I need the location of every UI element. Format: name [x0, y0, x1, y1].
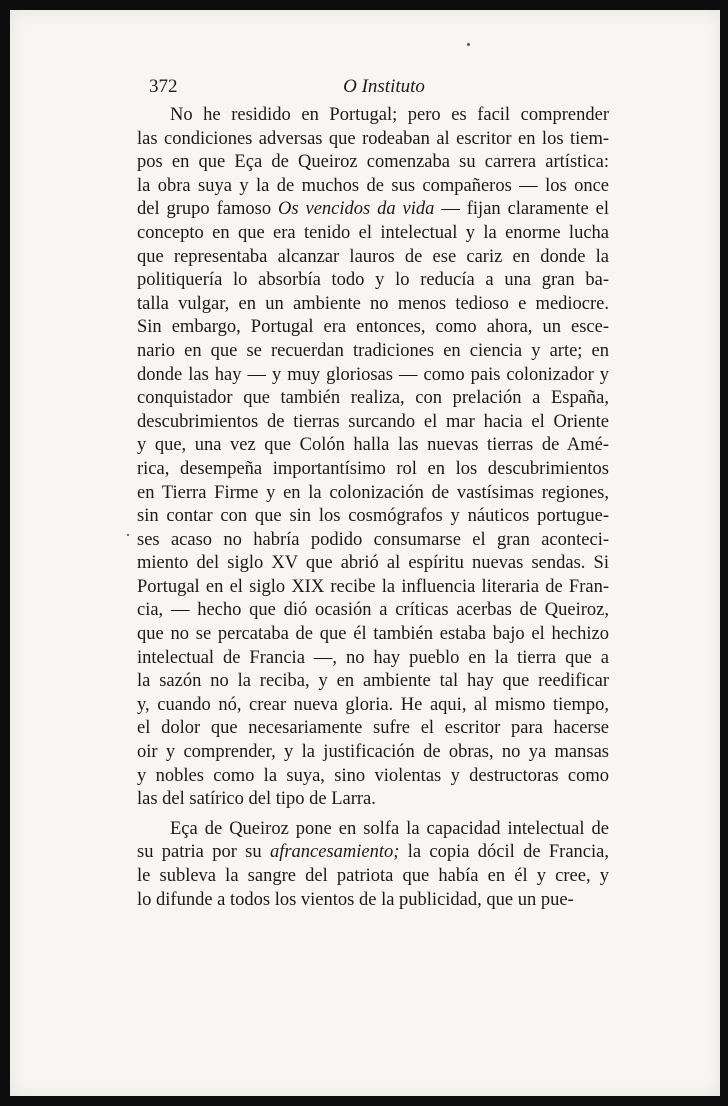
text-line: descubrimientos de tierras surcando el mar hacia el Oriente — [137, 411, 609, 432]
text-line: las condiciones adversas que rodeaban al escritor en los tiem- — [137, 128, 609, 149]
text-line: sin contar con que sin los cosmógrafos y náuticos portugue- — [137, 506, 609, 527]
text-line: Portugal en el siglo XIX recibe la influencia literaria de Fran- — [137, 576, 609, 597]
text-line: ses acaso no habría podido consumarse el gran aconteci- — [137, 529, 609, 550]
text-line: pos en que Eça de Queiroz comenzaba su carrera artística: — [137, 152, 609, 173]
text-segment: la copia dócil de Francia, — [399, 842, 609, 863]
text-line: nario en que se recuerdan tradiciones en ciencia y arte; en — [137, 340, 609, 361]
text-line: le subleva la sangre del patriota que había en él y cree, y — [137, 866, 609, 886]
text-segment: del grupo famoso — [137, 199, 278, 220]
running-title: O Instituto — [343, 76, 425, 97]
paper-speck — [467, 43, 470, 46]
text-line: rica, desempeña importantísimo rol en los descubrimientos — [137, 458, 609, 479]
text-line: el dolor que necesariamente sufre el escritor para hacerse — [137, 718, 609, 739]
italic-title: Os vencidos da vida — [278, 199, 435, 220]
text-line: miento del siglo XV que abrió al espíritu nuevas sendas. Si — [137, 553, 609, 574]
page-number: 372 — [149, 76, 178, 97]
text-line: y, cuando nó, crear nueva gloria. He aqui, al mismo tiempo, — [137, 694, 609, 715]
text-line: donde las hay — y muy gloriosas — como pais colonizador y — [137, 364, 609, 385]
text-line: en Tierra Firme y en la colonización de vastísimas regiones, — [137, 482, 609, 503]
text-line: oir y comprender, y la justificación de obras, no ya mansas — [137, 742, 609, 763]
text-line: politiquería lo absorbía todo y lo reducía a una gran ba- — [137, 270, 609, 291]
text-line: Sin embargo, Portugal era entonces, como ahora, un esce- — [137, 317, 609, 338]
text-line: intelectual de Francia —, no hay pueblo en la tierra que a — [137, 647, 609, 668]
text-line: cia, — hecho que dió ocasión a críticas acerbas de Queiroz, — [137, 600, 609, 621]
text-line: y que, una vez que Colón halla las nuevas tierras de Amé- — [137, 435, 609, 456]
text-line: Eça de Queiroz pone en solfa la capacidad intelectual de — [170, 818, 609, 839]
paragraph — [137, 104, 609, 812]
text-segment: su patria por su — [137, 842, 270, 863]
text-line: la obra suya y la de muchos de sus compañeros — los once — [137, 175, 609, 196]
text-line: que no se percataba de que él también estaba bajo el hechizo — [137, 624, 609, 645]
text-line: conquistador que también realiza, con prelación a España, — [137, 388, 609, 409]
text-line: que representaba alcanzar lauros de ese cariz en donde la — [137, 246, 609, 267]
text-line: la sazón no la reciba, y en ambiente tal hay que reedificar — [137, 671, 609, 692]
paper-speck — [127, 534, 129, 536]
italic-title: afrancesamiento; — [269, 842, 400, 863]
body-text — [137, 104, 609, 912]
text-line: y nobles como la suya, sino violentas y destructoras como — [137, 765, 609, 786]
text-line — [137, 841, 609, 865]
text-segment: — fijan claramente el — [434, 199, 609, 220]
text-line: lo difunde a todos los vientos de la publicidad, que un pue- — [137, 889, 574, 910]
text-line: No he residido en Portugal; pero es facil comprender — [170, 105, 609, 125]
text-line: concepto en que era tenido el intelectual y la enorme lucha — [137, 222, 609, 243]
text-line — [137, 198, 609, 222]
text-line: talla vulgar, en un ambiente no menos tedioso e mediocre. — [137, 293, 609, 314]
text-line: las del satírico del tipo de Larra. — [137, 789, 376, 810]
page-header — [149, 76, 619, 106]
paragraph — [137, 818, 609, 912]
